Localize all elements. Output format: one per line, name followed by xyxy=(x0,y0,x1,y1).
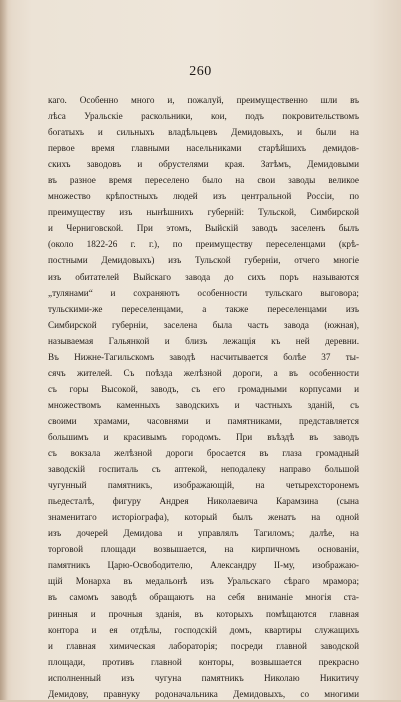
text-line: своими храмами, часовнями и памятниками, представляется xyxy=(48,415,359,426)
text-line: съ горы Высокой, заводъ, съ его громадными корпусами и xyxy=(48,383,359,394)
text-line: въ разное время переселено было на свои заводы великое xyxy=(48,175,359,186)
text-line: называемая Гальянкой и близъ лежащія къ ней деревни. xyxy=(48,335,359,346)
text-line: тульскими-же переселенцами, а также переселенцами изъ xyxy=(48,303,359,314)
body-text xyxy=(48,92,359,702)
text-line: чугунный памятникъ, изображающій, на четырехсторонемъ xyxy=(48,480,359,491)
text-line: постными Демидовыхъ) изъ Тульской губерніи, отчего многіе xyxy=(48,255,359,266)
text-line: пьедесталѣ, фигуру Андрея Николаевича Карамзина (сына xyxy=(48,496,359,507)
text-line: множество крѣпостныхъ людей изъ центральной Россіи, по xyxy=(48,191,359,202)
text-line: въ самомъ заводѣ обращаютъ на себя вниманіе многія ста- xyxy=(48,592,359,603)
text-line: торговой площади возвышается, на кирпичномъ основаніи, xyxy=(48,544,359,555)
text-line: и Черниговской. При этомъ, Выйскій заводъ заселенъ былъ xyxy=(48,223,359,234)
text-line: „тулянами“ и сохраняютъ особенности тульскаго выговора; xyxy=(48,287,359,298)
text-line: лѣса Уральскіе раскольники, кои, подъ покровительствомъ xyxy=(48,111,359,122)
text-line: ринныя и прочныя зданія, въ которыхъ помѣщаются главная xyxy=(48,608,359,619)
text-line: (около 1822-26 г. г.), по преимуществу переселенцами (крѣ- xyxy=(48,239,359,250)
text-line: изъ дочерей Демидова и управлялъ Тагиломъ; далѣе, на xyxy=(48,528,359,539)
text-line: преимуществу изъ нынѣшнихъ губерній: Тульской, Симбирской xyxy=(48,207,359,218)
text-line: исполненный изъ чугуна памятникъ Николаю Никитичу xyxy=(48,672,359,683)
text-line: богатыхъ и сильныхъ владѣльцевъ Демидовыхъ, и были на xyxy=(48,127,359,138)
text-line: каго. Особенно много и, пожалуй, преимущественно шли въ xyxy=(48,95,359,105)
text-line: скихъ заводовъ и обрустелями края. Затѣмъ, Демидовыми xyxy=(48,159,359,170)
text-line: памятникъ Царю-Освободителю, Александру II-му, изображаю- xyxy=(48,560,359,571)
text-line: Въ Нижне-Тагильскомъ заводѣ насчитывается болѣе 37 ты- xyxy=(48,351,359,362)
text-line: площади, противъ главной конторы, возвышается прекрасно xyxy=(48,656,359,667)
text-line: знаменитаго исторіографа), который былъ женатъ на одной xyxy=(48,512,359,523)
text-line: множествомъ каменныхъ заводскихъ и частныхъ зданій, съ xyxy=(48,399,359,410)
text-line: первое время главными насельниками старѣйшихъ демидов- xyxy=(48,143,359,154)
text-line: съ вокзала желѣзной дороги бросается въ глаза громадный xyxy=(48,448,359,459)
text-line: Демидову, правнуку родоначальника Демидовыхъ, со многими xyxy=(48,688,359,699)
text-line: и главная химическая лабораторія; посреди главной заводской xyxy=(48,640,359,651)
text-line: изъ обитателей Выйскаго завода до сихъ поръ называются xyxy=(48,271,359,282)
text-line: большимъ и красивымъ городомъ. При въѣздѣ въ заводъ xyxy=(48,431,359,442)
text-line: щій Монарха въ медальонѣ изъ Уральскаго сѣраго мрамора; xyxy=(48,576,359,587)
text-line: контора и ея отдѣлы, господскій домъ, квартиры служащихъ xyxy=(48,624,359,635)
text-line: Симбирской губерніи, заселена была часть завода (южная), xyxy=(48,319,359,330)
page-number: 260 xyxy=(189,64,212,79)
text-line: сячъ жителей. Съ поѣзда желѣзной дороги, а въ особенности xyxy=(48,367,359,378)
text-line: заводскій госпиталь съ аптекой, неподалеку направо большой xyxy=(48,464,359,475)
page-gutter-shadow xyxy=(0,0,8,700)
